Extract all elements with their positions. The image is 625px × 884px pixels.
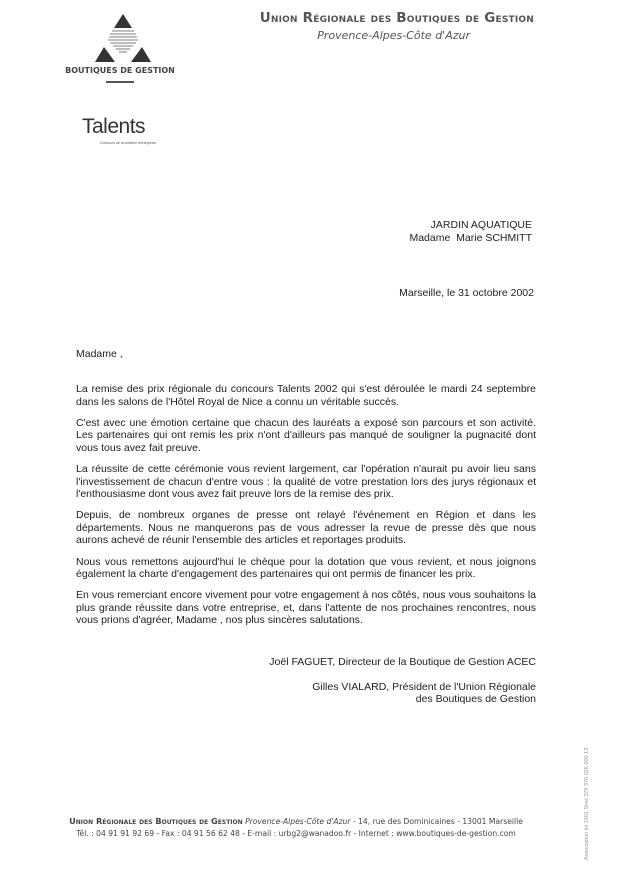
- footer-address: [30, 816, 562, 827]
- talents-logo: Talents: [82, 115, 146, 138]
- signature-faguet: Joël FAGUET, Directeur de la Boutique de Gestion ACEC: [269, 656, 536, 668]
- letter-date: Marseille, le 31 octobre 2002: [399, 287, 534, 299]
- recipient-company: JARDIN AQUATIQUE: [430, 219, 532, 231]
- talents-tagline: Concours de la création d'entreprise: [100, 141, 157, 145]
- paragraph: Nous vous remettons aujourd'hui le chèque pour la dotation que vous revient, et nous joignons également la charte d'engagement des partenaires qui ont permis de financer les prix.: [76, 555, 536, 581]
- boutiques-de-gestion-logo: [95, 14, 151, 64]
- letter-body: [76, 383, 536, 636]
- recipient-block: [300, 219, 532, 245]
- footer-street: - 14, rue des Dominicaines - 13001 Marseille: [350, 817, 523, 826]
- paragraph: Depuis, de nombreux organes de presse ont relayé l'événement en Région et dans les départements. Nous ne manquerons pas de vous adresser la revue de presse dès que nous aurons achevé de réunir l'ensemble des articles et reportages produits.: [76, 509, 536, 547]
- signature-line: Gilles VIALARD, Président de l'Union Régionale: [312, 681, 536, 693]
- signature-line: des Boutiques de Gestion: [415, 693, 536, 705]
- organization-title: Union Régionale des Boutiques de Gestion: [259, 10, 534, 26]
- legal-note: Association loi 1901 Siret 379 370 026 000 13: [584, 747, 590, 860]
- recipient-name: Madame Marie SCHMITT: [409, 232, 532, 244]
- organization-region: Provence-Alpes-Côte d'Azur: [317, 29, 470, 42]
- logo-divider: [106, 81, 134, 83]
- paragraph: La réussite de cette cérémonie vous revient largement, car l'opération n'aurait pu avoir lieu sans l'investissement de chacun d'entre vous : la qualité de votre prestation lors des jurys régionaux et l'enthousiasme dont vous avez fait preuve lors de la remise des prix.: [76, 462, 536, 501]
- signature-vialard: [250, 681, 536, 705]
- logo-text: BOUTIQUES DE GESTION: [65, 66, 175, 75]
- paragraph: En vous remerciant encore vivement pour votre engagement à nos côtés, nous vous souhaitons la plus grande réussite dans votre entreprise, et, dans l'attente de nos prochaines rencontres, nous vous prions d'agréer, Madame , nos plus sincères salutations.: [76, 589, 536, 627]
- footer-region: Provence-Alpes-Côte d'Azur: [245, 817, 351, 826]
- footer-contact: Tél. : 04 91 91 92 69 - Fax : 04 91 56 62 48 - E-mail : urbg2@wanadoo.fr - Internet : www.boutiques-de-gestion.com: [76, 829, 516, 838]
- footer-organization: Union Régionale des Boutiques de Gestion: [69, 816, 243, 826]
- paragraph: C'est avec une émotion certaine que chacun des lauréats a exposé son parcours et son activité. Les partenaires qui ont remis les prix n'ont d'ailleurs pas manqué de souligner la pugnacité dont vous tous avez fait preuve.: [76, 416, 536, 454]
- salutation: Madame ,: [76, 348, 123, 360]
- paragraph: La remise des prix régionale du concours Talents 2002 qui s'est déroulée le mardi 24 septembre dans les salons de l'Hôtel Royal de Nice a connu un véritable succès.: [76, 383, 536, 408]
